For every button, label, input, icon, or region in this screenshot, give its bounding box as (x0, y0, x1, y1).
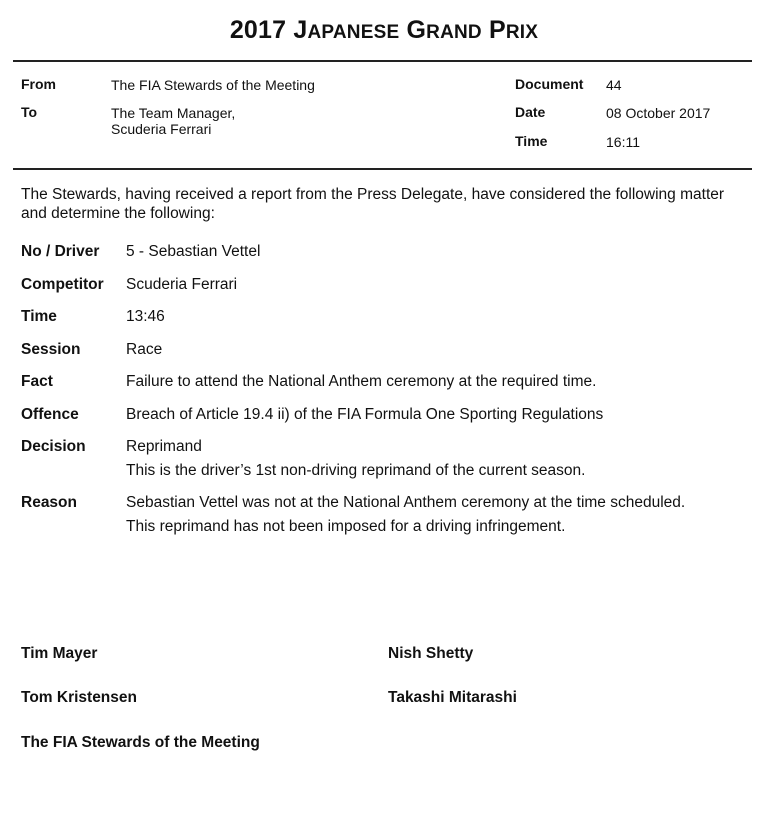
title-part: P (489, 16, 506, 44)
title-part: J (293, 16, 308, 44)
session-value: Race (126, 341, 163, 358)
to-value (111, 105, 235, 137)
time-value-detail: 13:46 (126, 308, 165, 325)
fact-label: Fact (21, 373, 53, 390)
decision-line2: This is the driver’s 1st non-driving reprimand of the current season. (126, 462, 586, 479)
reason-label: Reason (21, 494, 77, 511)
header-divider (13, 168, 752, 170)
title-part: APANESE (307, 22, 400, 43)
intro-paragraph: The Stewards, having received a report from the Press Delegate, have considered the following matter and determine the following: (21, 186, 725, 222)
reason-line2: This reprimand has not been imposed for a driving infringement. (126, 518, 566, 535)
to-value-line1: The Team Manager, (111, 105, 236, 121)
date-label: Date (515, 104, 546, 120)
from-label: From (21, 76, 56, 92)
decision-label: Decision (21, 438, 86, 455)
steward-signature: Tom Kristensen (21, 689, 137, 706)
driver-label: No / Driver (21, 243, 100, 260)
title-part: RAND (426, 22, 482, 43)
to-value-line2: Scuderia Ferrari (111, 121, 212, 137)
offence-value: Breach of Article 19.4 ii) of the FIA Formula One Sporting Regulations (126, 406, 604, 423)
steward-signature: Takashi Mitarashi (388, 689, 517, 706)
document-label: Document (515, 76, 584, 92)
document-number: 44 (606, 77, 622, 93)
reason-value (126, 491, 685, 539)
offence-label: Offence (21, 406, 79, 423)
fact-value: Failure to attend the National Anthem ceremony at the required time. (126, 373, 597, 390)
competitor-value: Scuderia Ferrari (126, 276, 238, 293)
decision-line1: Reprimand (126, 438, 202, 455)
time-label: Time (515, 133, 548, 149)
title-part: RIX (505, 22, 539, 43)
stewards-footer: The FIA Stewards of the Meeting (21, 734, 260, 751)
time-value: 16:11 (606, 134, 640, 150)
document-title (0, 16, 768, 45)
driver-value: 5 - Sebastian Vettel (126, 243, 261, 260)
top-divider (13, 60, 752, 62)
competitor-label: Competitor (21, 276, 104, 293)
time-label-detail: Time (21, 308, 57, 325)
reason-line1: Sebastian Vettel was not at the National Anthem ceremony at the time scheduled. (126, 494, 686, 511)
steward-signature: Tim Mayer (21, 645, 98, 662)
steward-signature: Nish Shetty (388, 645, 474, 662)
title-part: G (406, 16, 427, 44)
to-label: To (21, 104, 38, 120)
session-label: Session (21, 341, 81, 358)
date-value: 08 October 2017 (606, 105, 711, 121)
decision-value (126, 435, 585, 483)
from-value: The FIA Stewards of the Meeting (111, 77, 315, 93)
title-year: 2017 (229, 16, 287, 44)
